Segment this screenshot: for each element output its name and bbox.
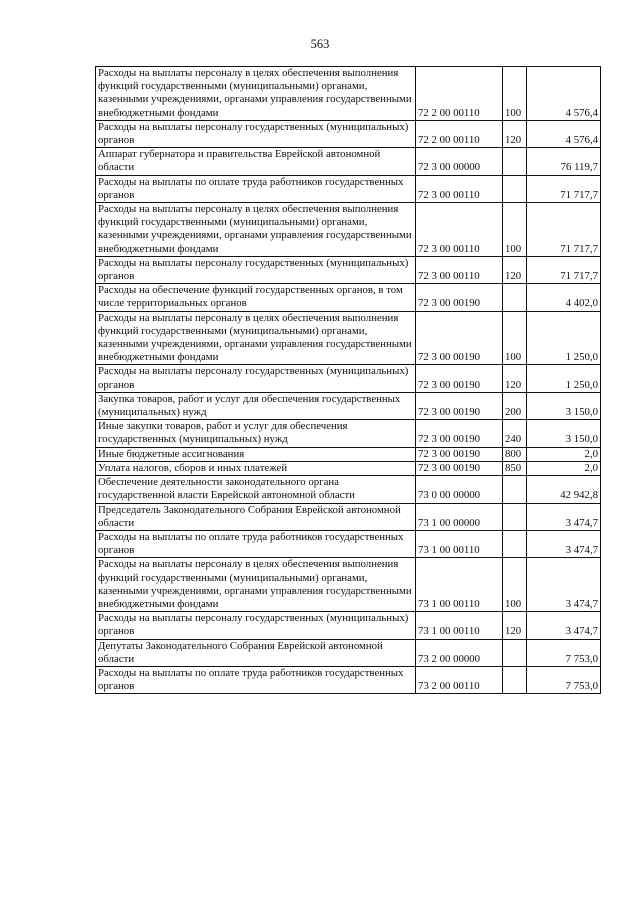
expense-type-cell: [503, 148, 527, 175]
expense-name-cell: Аппарат губернатора и правительства Еврейской автономной области: [96, 148, 416, 175]
expense-name-cell: Расходы на выплаты персоналу в целях обеспечения выполнения функций государственными (муниципальными) органами, казенными учреждениями, органами управления государственными внебюджетными фондами: [96, 203, 416, 257]
expense-name-cell: Расходы на выплаты по оплате труда работников государственных органов: [96, 530, 416, 557]
expense-type-cell: [503, 639, 527, 666]
target-code-cell: 72 3 00 00000: [416, 148, 503, 175]
table-row: [96, 447, 601, 461]
expense-name-cell: Расходы на обеспечение функций государственных органов, в том числе территориальных органов: [96, 284, 416, 311]
table-row: [96, 558, 601, 612]
amount-cell: 7 753,0: [527, 666, 601, 693]
table-row: [96, 148, 601, 175]
target-code-cell: 72 2 00 00110: [416, 67, 503, 121]
page-number: 563: [310, 37, 330, 51]
target-code-cell: 72 3 00 00110: [416, 175, 503, 202]
target-code-cell: 72 3 00 00190: [416, 284, 503, 311]
expense-type-cell: 200: [503, 392, 527, 419]
expense-name-cell: Расходы на выплаты персоналу в целях обеспечения выполнения функций государственными (муниципальными) органами, казенными учреждениями, органами управления государственными внебюджетными фондами: [96, 311, 416, 365]
amount-cell: 3 474,7: [527, 558, 601, 612]
expense-type-cell: [503, 530, 527, 557]
expense-name-cell: Иные закупки товаров, работ и услуг для обеспечения государственных (муниципальных) нужд: [96, 420, 416, 447]
expense-type-cell: [503, 284, 527, 311]
amount-cell: 4 576,4: [527, 120, 601, 147]
amount-cell: 71 717,7: [527, 203, 601, 257]
target-code-cell: 73 2 00 00000: [416, 639, 503, 666]
expense-name-cell: Закупка товаров, работ и услуг для обеспечения государственных (муниципальных) нужд: [96, 392, 416, 419]
amount-cell: 71 717,7: [527, 175, 601, 202]
amount-cell: 3 474,7: [527, 503, 601, 530]
expense-name-cell: Расходы на выплаты персоналу государственных (муниципальных) органов: [96, 612, 416, 639]
table-row: [96, 503, 601, 530]
expense-name-cell: Расходы на выплаты по оплате труда работников государственных органов: [96, 666, 416, 693]
expense-type-cell: 120: [503, 612, 527, 639]
target-code-cell: 72 3 00 00110: [416, 256, 503, 283]
target-code-cell: 73 1 00 00000: [416, 503, 503, 530]
table-row: [96, 120, 601, 147]
table-row: [96, 461, 601, 475]
amount-cell: 3 150,0: [527, 392, 601, 419]
expense-type-cell: [503, 175, 527, 202]
expense-type-cell: 800: [503, 447, 527, 461]
table-row: [96, 67, 601, 121]
amount-cell: 2,0: [527, 447, 601, 461]
amount-cell: 7 753,0: [527, 639, 601, 666]
expense-name-cell: Расходы на выплаты персоналу в целях обеспечения выполнения функций государственными (муниципальными) органами, казенными учреждениями, органами управления государственными внебюджетными фондами: [96, 558, 416, 612]
target-code-cell: 72 3 00 00190: [416, 392, 503, 419]
expense-type-cell: [503, 503, 527, 530]
expense-type-cell: 120: [503, 120, 527, 147]
table-row: [96, 639, 601, 666]
expense-type-cell: 850: [503, 461, 527, 475]
expense-name-cell: Обеспечение деятельности законодательного органа государственной власти Еврейской автономной области: [96, 476, 416, 503]
expense-type-cell: 100: [503, 558, 527, 612]
expense-name-cell: Расходы на выплаты персоналу в целях обеспечения выполнения функций государственными (муниципальными) органами, казенными учреждениями, органами управления государственными внебюджетными фондами: [96, 67, 416, 121]
amount-cell: 4 576,4: [527, 67, 601, 121]
table-row: [96, 392, 601, 419]
target-code-cell: 72 3 00 00190: [416, 420, 503, 447]
target-code-cell: 73 0 00 00000: [416, 476, 503, 503]
expense-name-cell: Председатель Законодательного Собрания Еврейской автономной области: [96, 503, 416, 530]
budget-table-body: [96, 67, 601, 694]
target-code-cell: 73 1 00 00110: [416, 612, 503, 639]
expense-type-cell: [503, 476, 527, 503]
expense-type-cell: 100: [503, 67, 527, 121]
table-row: [96, 666, 601, 693]
expense-type-cell: 120: [503, 365, 527, 392]
target-code-cell: 72 3 00 00190: [416, 365, 503, 392]
table-row: [96, 175, 601, 202]
amount-cell: 3 150,0: [527, 420, 601, 447]
table-row: [96, 530, 601, 557]
target-code-cell: 72 3 00 00190: [416, 311, 503, 365]
target-code-cell: 72 3 00 00190: [416, 447, 503, 461]
table-row: [96, 284, 601, 311]
target-code-cell: 72 3 00 00110: [416, 203, 503, 257]
expense-name-cell: Расходы на выплаты персоналу государственных (муниципальных) органов: [96, 256, 416, 283]
target-code-cell: 73 2 00 00110: [416, 666, 503, 693]
table-row: [96, 256, 601, 283]
target-code-cell: 72 3 00 00190: [416, 461, 503, 475]
table-row: [96, 420, 601, 447]
amount-cell: 76 119,7: [527, 148, 601, 175]
expense-type-cell: 100: [503, 311, 527, 365]
expense-name-cell: Расходы на выплаты персоналу государственных (муниципальных) органов: [96, 365, 416, 392]
amount-cell: 1 250,0: [527, 311, 601, 365]
table-row: [96, 203, 601, 257]
expense-name-cell: Расходы на выплаты персоналу государственных (муниципальных) органов: [96, 120, 416, 147]
expense-name-cell: Уплата налогов, сборов и иных платежей: [96, 461, 416, 475]
expense-type-cell: 120: [503, 256, 527, 283]
amount-cell: 71 717,7: [527, 256, 601, 283]
budget-table: [95, 66, 601, 694]
table-row: [96, 612, 601, 639]
expense-type-cell: 240: [503, 420, 527, 447]
expense-type-cell: 100: [503, 203, 527, 257]
table-row: [96, 311, 601, 365]
amount-cell: 42 942,8: [527, 476, 601, 503]
expense-name-cell: Депутаты Законодательного Собрания Еврейской автономной области: [96, 639, 416, 666]
expense-name-cell: Расходы на выплаты по оплате труда работников государственных органов: [96, 175, 416, 202]
target-code-cell: 73 1 00 00110: [416, 530, 503, 557]
expense-type-cell: [503, 666, 527, 693]
amount-cell: 3 474,7: [527, 612, 601, 639]
amount-cell: 4 402,0: [527, 284, 601, 311]
table-row: [96, 365, 601, 392]
amount-cell: 2,0: [527, 461, 601, 475]
target-code-cell: 73 1 00 00110: [416, 558, 503, 612]
table-row: [96, 476, 601, 503]
target-code-cell: 72 2 00 00110: [416, 120, 503, 147]
amount-cell: 1 250,0: [527, 365, 601, 392]
expense-name-cell: Иные бюджетные ассигнования: [96, 447, 416, 461]
amount-cell: 3 474,7: [527, 530, 601, 557]
